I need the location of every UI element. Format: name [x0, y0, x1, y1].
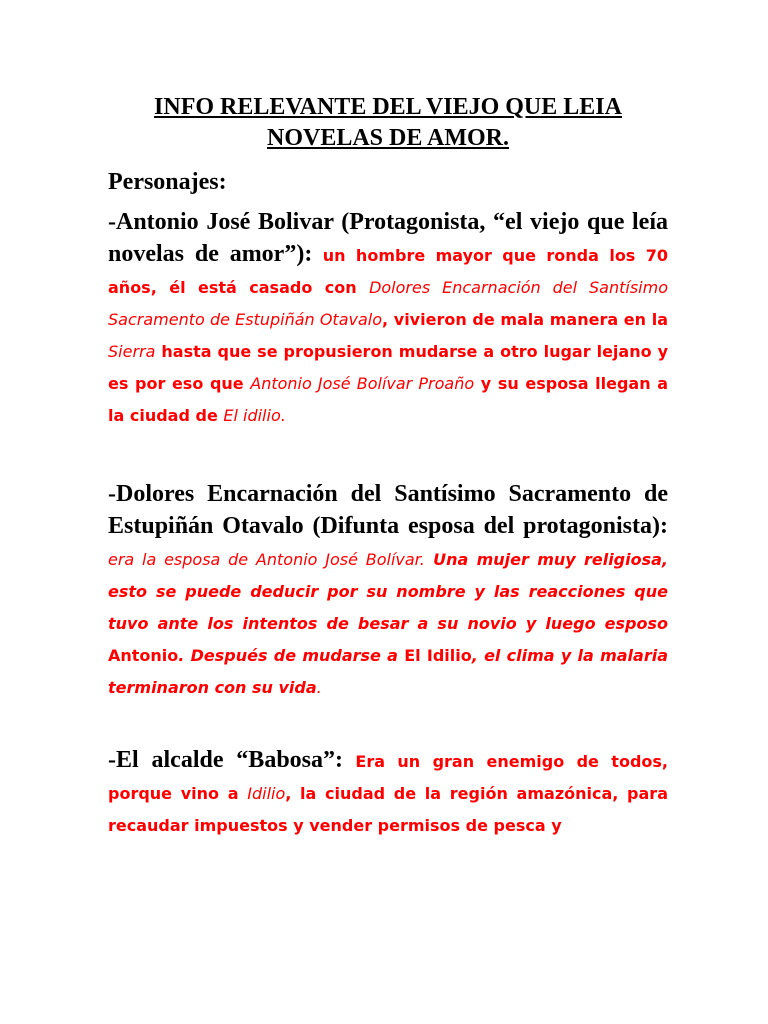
entry-text: un hombre mayor que ronda los 70 años, él está casado con [108, 246, 669, 297]
entry-text: y su esposa llegan a la ciudad de [108, 374, 669, 425]
entry-text-italic: era la esposa de Antonio José Bolívar. [108, 550, 425, 569]
spacer [108, 432, 668, 478]
entry-text: El Idilio [404, 646, 472, 665]
document-title: INFO RELEVANTE DEL VIEJO QUE LEIA NOVELAS DE AMOR. [154, 94, 622, 151]
entry-label: -Dolores Encarnación del Santísimo Sacramento de Estupiñán Otavalo (Difunta esposa del protagonista): [108, 481, 668, 539]
spacer [108, 704, 668, 744]
entry-text-italic: Dolores Encarnación del Santísimo Sacramento de Estupiñán Otavalo [108, 278, 669, 329]
section-heading: Personajes: [108, 169, 227, 195]
entry-text-italic: . [316, 678, 322, 697]
entry-text: Era un gran enemigo de todos, porque vino a [108, 752, 668, 803]
entry-babosa [108, 744, 668, 842]
entry-text-italic: Sierra [108, 342, 156, 361]
entry-dolores [108, 478, 668, 704]
entry-antonio [108, 206, 668, 432]
entry-text-bold-italic: , el clima y la malaria terminaron con su vida [108, 646, 668, 697]
entry-label: -Antonio José Bolivar (Protagonista, “el viejo que leía novelas de amor”): [108, 209, 668, 267]
entry-text: Antonio [108, 646, 179, 665]
document-page [108, 92, 668, 842]
entry-label: -El alcalde “Babosa”: [108, 747, 343, 773]
entry-text-bold-italic: Una mujer muy religiosa, esto se puede deducir por su nombre y las reacciones que tuvo ante los intentos de besar a su novio y luego esposo [108, 550, 669, 633]
entry-text: hasta que se propusieron mudarse a otro lugar lejano y es por eso que [108, 342, 668, 393]
entry-text-italic: El idilio. [223, 406, 286, 425]
entry-text-italic: Antonio José Bolívar Proaño [250, 374, 475, 393]
entry-text-bold-italic: . Después de mudarse a [178, 646, 405, 665]
entry-text: , vivieron de mala manera en la [382, 310, 668, 329]
entry-text-italic: Idilio [247, 784, 286, 803]
entry-text: , la ciudad de la región amazónica, para recaudar impuestos y vender permisos de pesca y [108, 784, 668, 835]
